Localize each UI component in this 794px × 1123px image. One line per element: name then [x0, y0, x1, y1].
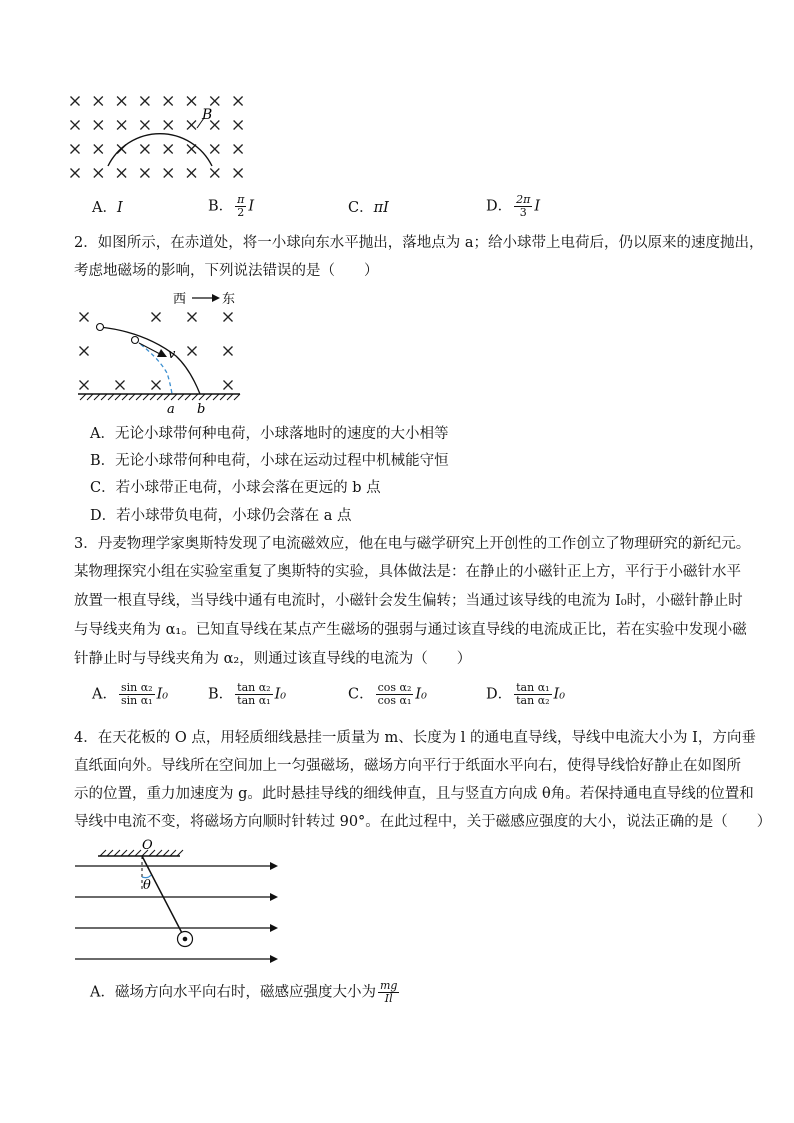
field-cross-icon	[94, 145, 103, 154]
field-cross-icon	[234, 145, 243, 154]
field-cross-icon	[164, 121, 173, 130]
field-cross-icon	[164, 145, 173, 154]
q3-option-d[interactable]: D． $\frac{\text{tan α₁}}{\text{tan α₂}}$ I₀	[486, 681, 566, 707]
q3-option-a[interactable]: A． $\frac{\text{sin α₂}}{\text{sin α₁}}$ I₀	[92, 681, 169, 707]
field-cross-icon	[224, 313, 233, 322]
field-cross-icon	[116, 381, 125, 390]
q3-option-b[interactable]: B． $\frac{\text{tan α₂}}{\text{tan α₁}}$ I₀	[208, 681, 287, 707]
q3-stem-line3: 放置一根直导线，当导线中通有电流时，小磁针会发生偏转；当通过该导线的电流为 I₀时，小磁针静止时	[74, 593, 743, 609]
q4-stem-line3: 示的位置，重力加速度为 g。此时悬挂导线的细线伸直，且与竖直方向成 θ角。若保持通电直导线的位置和	[74, 786, 754, 802]
q2-label-west: 西	[173, 292, 187, 307]
q3-stem-line1: 3．丹麦物理学家奥斯特发现了电流磁效应，他在电与磁学研究上开创性的工作创立了物理研究的新纪元。	[74, 536, 751, 552]
field-cross-icon	[210, 169, 219, 178]
arrow-right-icon	[270, 955, 278, 963]
q2-label-v: v	[168, 347, 176, 362]
q2-stem-line2: 考虑地磁场的影响，下列说法错误的是（ ）	[74, 263, 379, 279]
field-cross-icon	[80, 347, 89, 356]
field-cross-icon	[234, 169, 243, 178]
field-cross-icon	[164, 169, 173, 178]
q4-label-o: O	[142, 838, 153, 853]
field-cross-icon	[164, 97, 173, 106]
field-cross-icon	[117, 169, 126, 178]
field-cross-icon	[71, 145, 80, 154]
q3-stem-line4: 与导线夹角为 α₁。已知直导线在某点产生磁场的强弱与通过该直导线的电流成正比，若在实验中发现小磁	[74, 622, 747, 638]
q4-stem-line4: 导线中电流不变，将磁场方向顺时针转过 90°。在此过程中，关于磁感应强度的大小，说法正确的是（ ）	[74, 814, 772, 830]
field-cross-icon	[187, 121, 196, 130]
q1-label-b: B	[202, 107, 213, 123]
q4-option-a[interactable]: A．磁场方向水平向右时，磁感应强度大小为 $\frac{mg}{Il}$	[90, 979, 398, 1005]
q1-option-a[interactable]: A．I	[92, 200, 123, 216]
q2-option-a[interactable]: A．无论小球带何种电荷，小球落地时的速度的大小相等	[90, 426, 449, 442]
field-cross-icon	[187, 97, 196, 106]
q2-stem-line1: 2．如图所示，在赤道处，将一小球向东水平抛出，落地点为 a；给小球带上电荷后，仍以原来的速度抛出，	[74, 235, 764, 251]
q2-label-b: b	[197, 402, 206, 417]
field-cross-icon	[188, 313, 197, 322]
field-cross-icon	[71, 169, 80, 178]
q2-figure	[70, 287, 250, 417]
q2-label-a: a	[167, 402, 175, 417]
q4-stem-line2: 直纸面向外。导线所在空间加上一匀强磁场，磁场方向平行于纸面水平向右，使得导线恰好静止在如图所	[74, 758, 741, 774]
q3-option-c[interactable]: C． $\frac{\text{cos α₂}}{\text{cos α₁}}$ I₀	[348, 681, 427, 707]
q1-option-c[interactable]: C．πI	[348, 200, 389, 216]
field-cross-icon	[71, 97, 80, 106]
field-cross-icon	[140, 97, 149, 106]
q1-option-d[interactable]: D． $\frac{2\pi}{3}$ I	[486, 193, 541, 219]
field-cross-icon	[152, 381, 161, 390]
field-cross-icon	[94, 97, 103, 106]
arrow-right-icon	[270, 862, 278, 870]
field-cross-icon	[234, 97, 243, 106]
field-cross-icon	[80, 381, 89, 390]
field-cross-icon	[140, 145, 149, 154]
q1-figure	[66, 88, 266, 188]
field-cross-icon	[94, 169, 103, 178]
field-cross-icon	[224, 381, 233, 390]
arrow-right-icon	[270, 893, 278, 901]
field-cross-icon	[117, 97, 126, 106]
q4-figure	[70, 835, 285, 970]
field-cross-icon	[71, 121, 80, 130]
field-cross-icon	[210, 97, 219, 106]
q4-stem-line1: 4．在天花板的 O 点，用轻质细线悬挂一质量为 m、长度为 l 的通电直导线，导线中电流大小为 I，方向垂	[74, 730, 756, 746]
field-cross-icon	[94, 121, 103, 130]
field-cross-icon	[224, 347, 233, 356]
field-cross-icon	[117, 121, 126, 130]
field-cross-icon	[80, 313, 89, 322]
q3-stem-line2: 某物理探究小组在实验室重复了奥斯特的实验，具体做法是：在静止的小磁针正上方，平行于小磁针水平	[74, 564, 741, 580]
q4-label-theta: θ	[143, 878, 151, 893]
field-cross-icon	[234, 121, 243, 130]
q2-option-d[interactable]: D．若小球带负电荷，小球仍会落在 a 点	[90, 508, 352, 524]
field-cross-icon	[140, 169, 149, 178]
arrow-right-icon	[270, 924, 278, 932]
field-cross-icon	[188, 347, 197, 356]
q3-stem-line5: 针静止时与导线夹角为 α₂，则通过该直导线的电流为（ ）	[74, 651, 472, 667]
q2-option-c[interactable]: C．若小球带正电荷，小球会落在更远的 b 点	[90, 480, 381, 496]
q2-label-east: 东	[222, 292, 236, 307]
q1-option-b[interactable]: B． $\frac{\pi}{2}$ I	[208, 193, 255, 219]
field-cross-icon	[187, 169, 196, 178]
q2-option-b[interactable]: B．无论小球带何种电荷，小球在运动过程中机械能守恒	[90, 453, 449, 469]
field-cross-icon	[152, 313, 161, 322]
field-cross-icon	[210, 145, 219, 154]
field-cross-icon	[140, 121, 149, 130]
